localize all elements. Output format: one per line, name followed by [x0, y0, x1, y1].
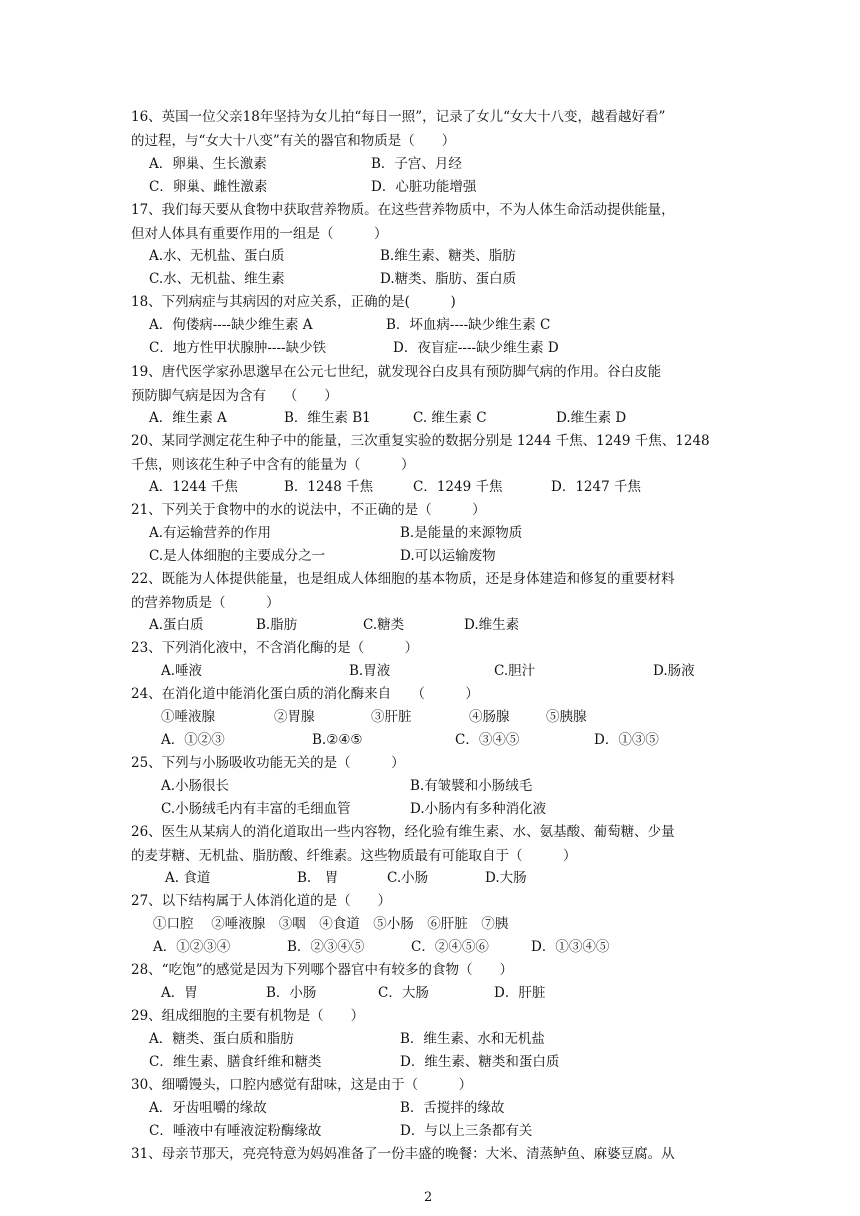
option-d: D.肠液	[653, 663, 695, 679]
question-stem: 的麦芽糖、无机盐、脂肪酸、纤维素。这些物质最有可能取自于（ ）	[131, 847, 577, 864]
question-stem: 18、下列病症与其病因的对应关系，正确的是( )	[131, 294, 456, 310]
option-b: B．坏血病----缺少维生素 C	[386, 317, 551, 333]
option-a: A．牙齿咀嚼的缘故	[149, 1100, 267, 1116]
option-d: D．心脏功能增强	[371, 179, 477, 195]
option-d: D．1247 千焦	[551, 479, 641, 495]
option-a: A．①②③④	[153, 939, 231, 955]
option-a: A．维生素 A	[149, 410, 227, 426]
question-16	[131, 106, 741, 153]
option-a: A．胃	[161, 985, 198, 1001]
question-stem: 的过程，与“女大十八变”有关的器官和物质是（ ）	[131, 132, 456, 149]
option-b: B．②③④⑤	[287, 939, 365, 955]
option-c: C.小肠	[387, 870, 429, 886]
option-d: D.维生素	[464, 617, 520, 633]
page-number: 2	[424, 1190, 433, 1205]
option-c: C．地方性甲状腺肿----缺少铁	[149, 340, 327, 356]
option-a: A．佝偻病----缺少维生素 A	[149, 317, 313, 333]
option-c: C.胆汁	[494, 663, 536, 679]
question-29	[131, 1005, 741, 1029]
item-4: ④肠腺	[469, 709, 510, 725]
option-d: D.小肠内有多种消化液	[410, 801, 547, 817]
item-list: ①口腔 ②唾液腺 ③咽 ④食道 ⑤小肠 ⑥肝脏 ⑦胰	[153, 916, 509, 932]
question-stem: 26、医生从某病人的消化道取出一些内容物，经化验有维生素、水、氨基酸、葡萄糖、少量	[131, 824, 675, 840]
question-18	[131, 291, 741, 315]
question-30	[131, 1074, 741, 1098]
option-c: C.小肠绒毛内有丰富的毛细血管	[161, 801, 351, 817]
option-b: B．舌搅拌的缘故	[400, 1100, 505, 1116]
option-d: D．①③⑤	[594, 732, 659, 748]
question-25	[131, 752, 741, 776]
option-b: B．小肠	[266, 985, 317, 1001]
option-a: A．1244 千焦	[149, 479, 238, 495]
question-stem: 25、下列与小肠吸收功能无关的是（ ）	[131, 755, 405, 771]
option-c: C．②④⑤⑥	[411, 939, 489, 955]
option-c: C．③④⑤	[455, 732, 520, 748]
question-28	[131, 959, 741, 983]
option-c: C．大肠	[378, 985, 429, 1001]
option-c: C．卵巢、雌性激素	[149, 179, 268, 195]
option-d: D．①③④⑤	[531, 939, 610, 955]
option-c: C．维生素、膳食纤维和糖类	[149, 1054, 322, 1070]
option-d: D.大肠	[485, 870, 527, 886]
option-c: C．1249 千焦	[413, 479, 503, 495]
question-stem: 30、细嚼馒头，口腔内感觉有甜味，这是由于（ ）	[131, 1077, 473, 1093]
option-a: A．糖类、蛋白质和脂肪	[149, 1031, 294, 1047]
question-stem: 16、英国一位父亲18年坚持为女儿拍“每日一照”，记录了女儿“女大十八变，越看越好看”	[131, 109, 666, 125]
option-d: D.可以运输废物	[400, 548, 496, 564]
option-d: D．肝脏	[494, 985, 546, 1001]
option-d: D.维生素 D	[556, 410, 627, 426]
question-19	[131, 361, 741, 408]
option-d: D.糖类、脂肪、蛋白质	[380, 271, 517, 287]
option-b: B.是能量的来源物质	[400, 525, 523, 541]
item-1: ①唾液腺	[161, 709, 215, 725]
option-b: B．维生素、水和无机盐	[400, 1031, 545, 1047]
option-b: B.有皱襞和小肠绒毛	[410, 778, 533, 794]
option-b: B.脂肪	[256, 617, 298, 633]
option-b: B．子宫、月经	[371, 156, 462, 172]
question-stem: 20、某同学测定花生种子中的能量，三次重复实验的数据分别是 1244 千焦、1249 千焦、1248	[131, 433, 710, 449]
question-stem: 但对人体具有重要作用的一组是（ ）	[131, 225, 388, 242]
question-stem: 24、在消化道中能消化蛋白质的消化酶来自 （ ）	[131, 686, 479, 702]
question-23	[131, 637, 741, 661]
question-stem: 21、下列关于食物中的水的说法中，不正确的是（ ）	[131, 502, 486, 518]
question-stem: 23、下列消化液中，不含消化酶的是（ ）	[131, 640, 419, 656]
option-b: B.维生素、糖类、脂肪	[380, 248, 516, 264]
option-c: C.糖类	[363, 617, 405, 633]
option-c: C.水、无机盐、维生素	[149, 271, 285, 287]
option-b: B.②④⑤	[312, 732, 363, 748]
question-stem: 31、母亲节那天，亮亮特意为妈妈准备了一份丰盛的晚餐：大米、清蒸鲈鱼、麻婆豆腐。从	[131, 1146, 675, 1162]
option-a: A.唾液	[161, 663, 203, 679]
question-stem: 预防脚气病是因为含有 （ ）	[131, 387, 338, 404]
option-b: B.胃液	[349, 663, 391, 679]
question-stem: 千焦，则该花生种子中含有的能量为（ ）	[131, 456, 415, 473]
question-21	[131, 499, 741, 523]
option-d: D．维生素、糖类和蛋白质	[400, 1054, 560, 1070]
option-d: D．与以上三条都有关	[400, 1123, 533, 1139]
question-31	[131, 1143, 741, 1167]
question-stem: 19、唐代医学家孙思邈早在公元七世纪，就发现谷白皮具有预防脚气病的作用。谷白皮能	[131, 364, 662, 380]
question-stem: 17、我们每天要从食物中获取营养物质。在这些营养物质中，不为人体生命活动提供能量，	[131, 202, 675, 218]
question-24	[131, 683, 741, 707]
option-a: A. 食道	[165, 870, 211, 886]
question-27	[131, 890, 741, 914]
question-26	[131, 821, 741, 868]
question-22	[131, 568, 741, 615]
item-3: ③肝脏	[371, 709, 412, 725]
option-d: D．夜盲症----缺少维生素 D	[393, 340, 559, 356]
option-a: A.小肠很长	[161, 778, 230, 794]
option-a: A.有运输营养的作用	[149, 525, 272, 541]
option-b: B. 胃	[297, 870, 339, 886]
question-stem: 28、“吃饱”的感觉是因为下列哪个器官中有较多的食物（ ）	[131, 962, 513, 978]
option-b: B．维生素 B1	[284, 410, 371, 426]
question-20	[131, 430, 741, 477]
option-a: A.蛋白质	[149, 617, 204, 633]
option-b: B．1248 千焦	[284, 479, 374, 495]
question-stem: 29、组成细胞的主要有机物是（ ）	[131, 1008, 365, 1024]
question-stem: 27、以下结构属于人体消化道的是（ ）	[131, 893, 392, 909]
item-5: ⑤胰腺	[546, 709, 587, 725]
option-c: C.是人体细胞的主要成分之一	[149, 548, 326, 564]
option-a: A．卵巢、生长激素	[149, 156, 267, 172]
option-c: C. 维生素 C	[413, 410, 487, 426]
question-17	[131, 199, 741, 246]
question-stem: 的营养物质是（ ）	[131, 594, 280, 611]
option-c: C．唾液中有唾液淀粉酶缘故	[149, 1123, 322, 1139]
option-a: A．①②③	[161, 732, 225, 748]
item-2: ②胃腺	[274, 709, 315, 725]
question-stem: 22、既能为人体提供能量，也是组成人体细胞的基本物质，还是身体建造和修复的重要材料	[131, 571, 675, 587]
option-a: A.水、无机盐、蛋白质	[149, 248, 285, 264]
